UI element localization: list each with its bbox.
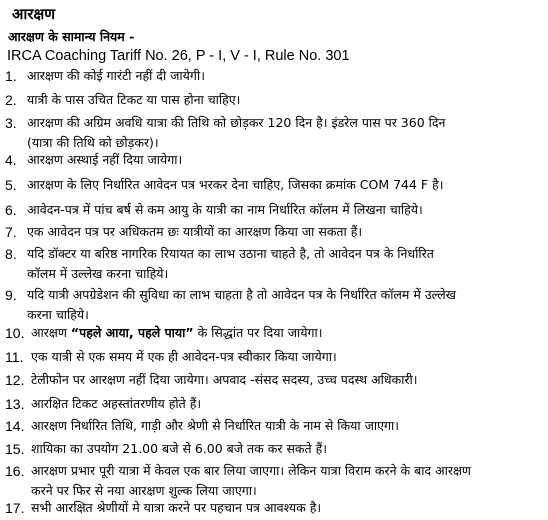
- rule-text-continuation: कॉलम में उल्लेख करना चाहिये।: [27, 266, 169, 281]
- rule-number: 8.: [5, 246, 17, 262]
- rule-number: 5.: [5, 177, 17, 193]
- rule-text: एक आवेदन पत्र पर अधिकतम छः यात्रीयों का आरक्षण किया जा सकता हैं।: [27, 224, 363, 239]
- rule-number: 11.: [5, 349, 24, 365]
- rule-text-continuation: (यात्रा की तिथि को छोड़कर)।: [27, 135, 159, 150]
- rule-text: आरक्षण प्रभार पूरी यात्रा में केवल एक बार लिया जाएगा। लेकिन यात्रा विराम करने के बाद आरक्षण: [31, 463, 471, 478]
- rule-number: 12.: [5, 372, 25, 388]
- rule-number: 10.: [5, 325, 25, 341]
- rule-text: एक यात्री से एक समय में एक ही आवेदन-पत्र स्वीकार किया जायेगा।: [31, 349, 337, 364]
- rule-number: 13.: [5, 396, 25, 412]
- rule-number: 2.: [5, 92, 17, 108]
- section-subtitle: आरक्षण के सामान्य नियम -: [8, 29, 135, 44]
- rule-number: 14.: [5, 418, 25, 434]
- rule-text-continuation: करना चाहिये।: [27, 307, 89, 322]
- rule-number: 9.: [5, 287, 17, 303]
- rule-number: 16.: [5, 463, 25, 479]
- rule-text: यदि यात्री अपग्रेडेशन की सुविधा का लाभ चाहता है तो आवेदन पत्र के निर्धारित कॉलम में उल्लेख: [27, 287, 456, 302]
- rule-text: आरक्षण अस्थाई नहीं दिया जायेगा।: [27, 152, 183, 167]
- rule-number: 4.: [5, 152, 17, 168]
- rule-text: आरक्षण की कोई गारंटी नहीं दी जायेगी।: [27, 68, 205, 83]
- rule-number: 17.: [5, 500, 25, 516]
- rule-text: आवेदन-पत्र में पांच बर्ष से कम आयु के यात्री का नाम निर्धारित कॉलम में लिखना चाहिये।: [27, 202, 423, 217]
- rule-number: 15.: [5, 441, 25, 457]
- rule-text: आरक्षण के लिए निर्धारित आवेदन पत्र भरकर देना चाहिए, जिसका क्रमांक COM 744 F है।: [27, 177, 444, 192]
- rule-number: 3.: [5, 115, 17, 131]
- rule-text-emphasis: “पहले आया, पहले पाया”: [70, 325, 194, 340]
- rule-text: आरक्षित टिकट अहस्तांतरणीय होते हैं।: [31, 396, 202, 411]
- rule-text-continuation: करने पर फिर से नया आरक्षण शुल्क लिया जाएगा।: [31, 483, 257, 498]
- rule-text-suffix: के सिद्धांत पर दिया जायेगा।: [193, 325, 323, 340]
- rule-text: यात्री के पास उचित टिकट या पास होना चाहिए।: [27, 92, 241, 107]
- rule-text: यदि डॉक्टर या बरिष्ठ नागरिक रियायत का लाभ उठाना चाहते है, तो आवेदन पत्र के निर्धारित: [27, 246, 434, 261]
- rule-text: सभी आरक्षित श्रेणीयों मे यात्रा करने पर पहचान पत्र आवश्यक है।: [31, 500, 322, 515]
- rule-text: आरक्षण की अग्रिम अवधि यात्रा की तिथि को छोड़कर 120 दिन है। इंडरेल पास पर 360 दिन: [27, 115, 446, 130]
- tariff-reference: IRCA Coaching Tariff No. 26, P - I, V - I, Rule No. 301: [7, 48, 350, 64]
- rule-text: टेलीफोन पर आरक्षण नहीं दिया जायेगा। अपवाद -संसद सदस्य, उच्च पदस्थ अधिकारी।: [31, 372, 418, 387]
- rule-text-prefix: आरक्षण: [31, 325, 71, 340]
- page-title: आरक्षण: [12, 5, 56, 23]
- rule-number: 1.: [5, 68, 17, 84]
- rule-text: [31, 323, 322, 343]
- rule-number: 7.: [5, 224, 17, 240]
- rule-text: शायिका का उपयोग 21.00 बजे से 6.00 बजे तक कर सकते हैं।: [31, 441, 327, 456]
- rule-text: आरक्षण निर्धारित तिथि, गाड़ी और श्रेणी से निर्धारित यात्री के नाम से किया जाएगा।: [31, 418, 400, 433]
- rule-number: 6.: [5, 202, 17, 218]
